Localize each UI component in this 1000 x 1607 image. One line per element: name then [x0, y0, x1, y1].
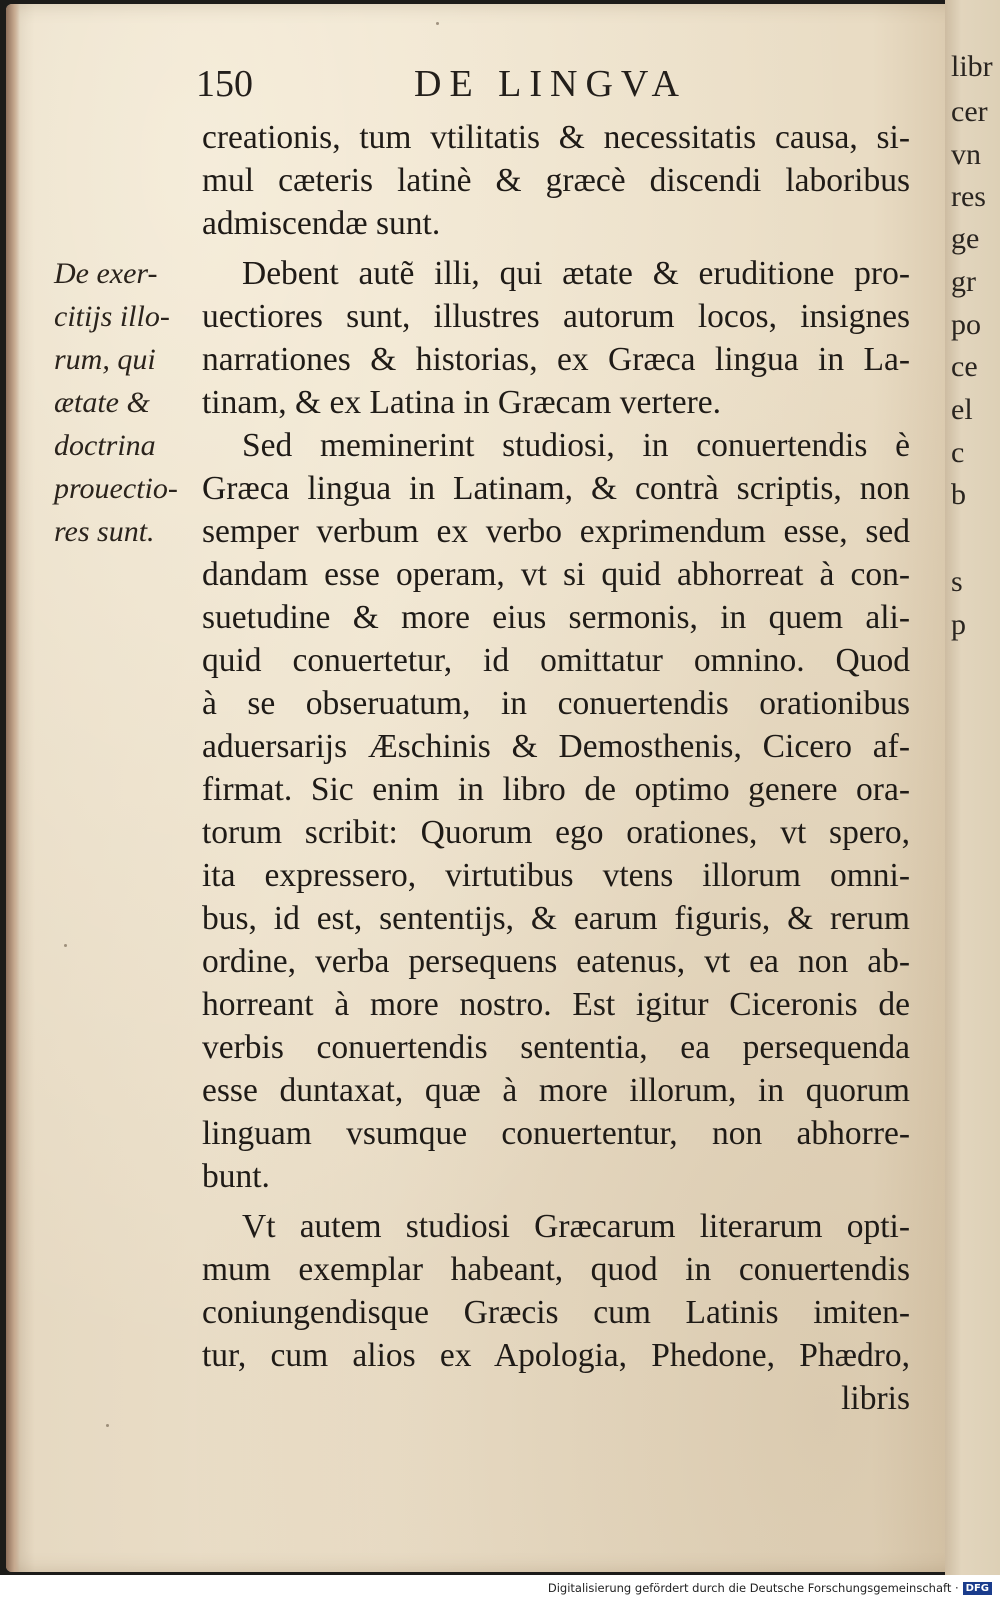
adjacent-page-fragment: c	[951, 436, 965, 469]
paper-speck	[436, 22, 439, 25]
page-number: 150	[196, 63, 253, 105]
text-line: à se obseruatum, in conuertendis orationibus	[202, 685, 910, 722]
text-line: Debent autẽ illi, qui ætate & eruditione pro-	[242, 255, 910, 292]
text-line: aduersarijs Æschinis & Demosthenis, Cicero af-	[202, 728, 910, 765]
text-line: tinam, & ex Latina in Græcam vertere.	[202, 384, 722, 421]
text-line: uectiores sunt, illustres autorum locos, insignes	[202, 298, 910, 335]
book-page	[6, 4, 968, 1572]
catchword: libris	[841, 1380, 910, 1417]
text-line: mul cæteris latinè & græcè discendi laboribus	[202, 162, 910, 199]
adjacent-page-fragment: el	[951, 393, 973, 426]
text-line: coniungendisque Græcis cum Latinis imiten-	[202, 1294, 910, 1331]
adjacent-page-fragment: cer	[951, 95, 988, 128]
adjacent-page-fragment: libr	[951, 50, 993, 83]
text-line: verbis conuertendis sententia, ea persequenda	[202, 1029, 910, 1066]
page-header	[196, 62, 916, 112]
adjacent-page-fragment: po	[951, 308, 981, 341]
margin-note-line: res sunt.	[54, 515, 155, 548]
text-line: Græca lingua in Latinam, & contrà scriptis, non	[202, 470, 910, 507]
text-line: bunt.	[202, 1158, 270, 1195]
text-line: ordine, verba persequens eatenus, vt ea non ab-	[202, 943, 910, 980]
text-line: ita expressero, virtutibus vtens illorum omni-	[202, 857, 910, 894]
margin-note-line: prouectio-	[54, 472, 178, 505]
text-line: tur, cum alios ex Apologia, Phedone, Phædro,	[202, 1337, 910, 1374]
adjacent-page-fragment: gr	[951, 265, 976, 298]
dfg-logo: DFG	[963, 1582, 992, 1595]
funding-credit	[548, 1581, 992, 1595]
running-title: DE LINGVA	[414, 63, 687, 105]
text-line: semper verbum ex verbo exprimendum esse, sed	[202, 513, 910, 550]
margin-note-line: De exer-	[54, 257, 158, 290]
page-edge-shadow	[6, 4, 20, 1572]
adjacent-page-fragment: p	[951, 608, 966, 641]
text-line: torum scribit: Quorum ego orationes, vt spero,	[202, 814, 910, 851]
text-line: Vt autem studiosi Græcarum literarum opti-	[242, 1208, 910, 1245]
text-line: quid conuertetur, id omittatur omnino. Quod	[202, 642, 910, 679]
text-line: admiscendæ sunt.	[202, 205, 441, 242]
adjacent-page-fragment: s	[951, 565, 963, 598]
text-line: esse duntaxat, quæ à more illorum, in quorum	[202, 1072, 910, 1109]
adjacent-page-fragment: vn	[951, 138, 981, 171]
adjacent-page-fragment: res	[951, 180, 986, 213]
funding-credit-text: Digitalisierung gefördert durch die Deutsche Forschungsgemeinschaft ·	[547, 1581, 959, 1595]
text-line: horreant à more nostro. Est igitur Ciceronis de	[202, 986, 910, 1023]
adjacent-page-fragment: ce	[951, 350, 978, 383]
adjacent-page-fragment: ge	[951, 222, 980, 255]
margin-note-line: doctrina	[54, 429, 156, 462]
text-line: dandam esse operam, vt si quid abhorreat à con-	[202, 556, 910, 593]
text-line: firmat. Sic enim in libro de optimo genere ora-	[202, 771, 910, 808]
text-line: Sed meminerint studiosi, in conuertendis è	[242, 427, 910, 464]
footer-bar	[0, 1575, 1000, 1607]
text-line: creationis, tum vtilitatis & necessitatis causa, si-	[202, 119, 910, 156]
margin-note-line: rum, qui	[54, 343, 156, 376]
text-line: linguam vsumque conuertentur, non abhorre-	[202, 1115, 910, 1152]
text-line: narrationes & historias, ex Græca lingua in La-	[202, 341, 910, 378]
adjacent-page-fragment: b	[951, 478, 966, 511]
adjacent-page-edge	[945, 0, 1000, 1575]
paper-speck	[106, 1424, 109, 1427]
margin-note-line: ætate &	[54, 386, 150, 419]
margin-note-line: citijs illo-	[54, 300, 170, 333]
text-line: bus, id est, sententijs, & earum figuris, & rerum	[202, 900, 910, 937]
text-line: suetudine & more eius sermonis, in quem ali-	[202, 599, 910, 636]
paper-speck	[64, 944, 67, 947]
text-line: mum exemplar habeant, quod in conuertendis	[202, 1251, 910, 1288]
